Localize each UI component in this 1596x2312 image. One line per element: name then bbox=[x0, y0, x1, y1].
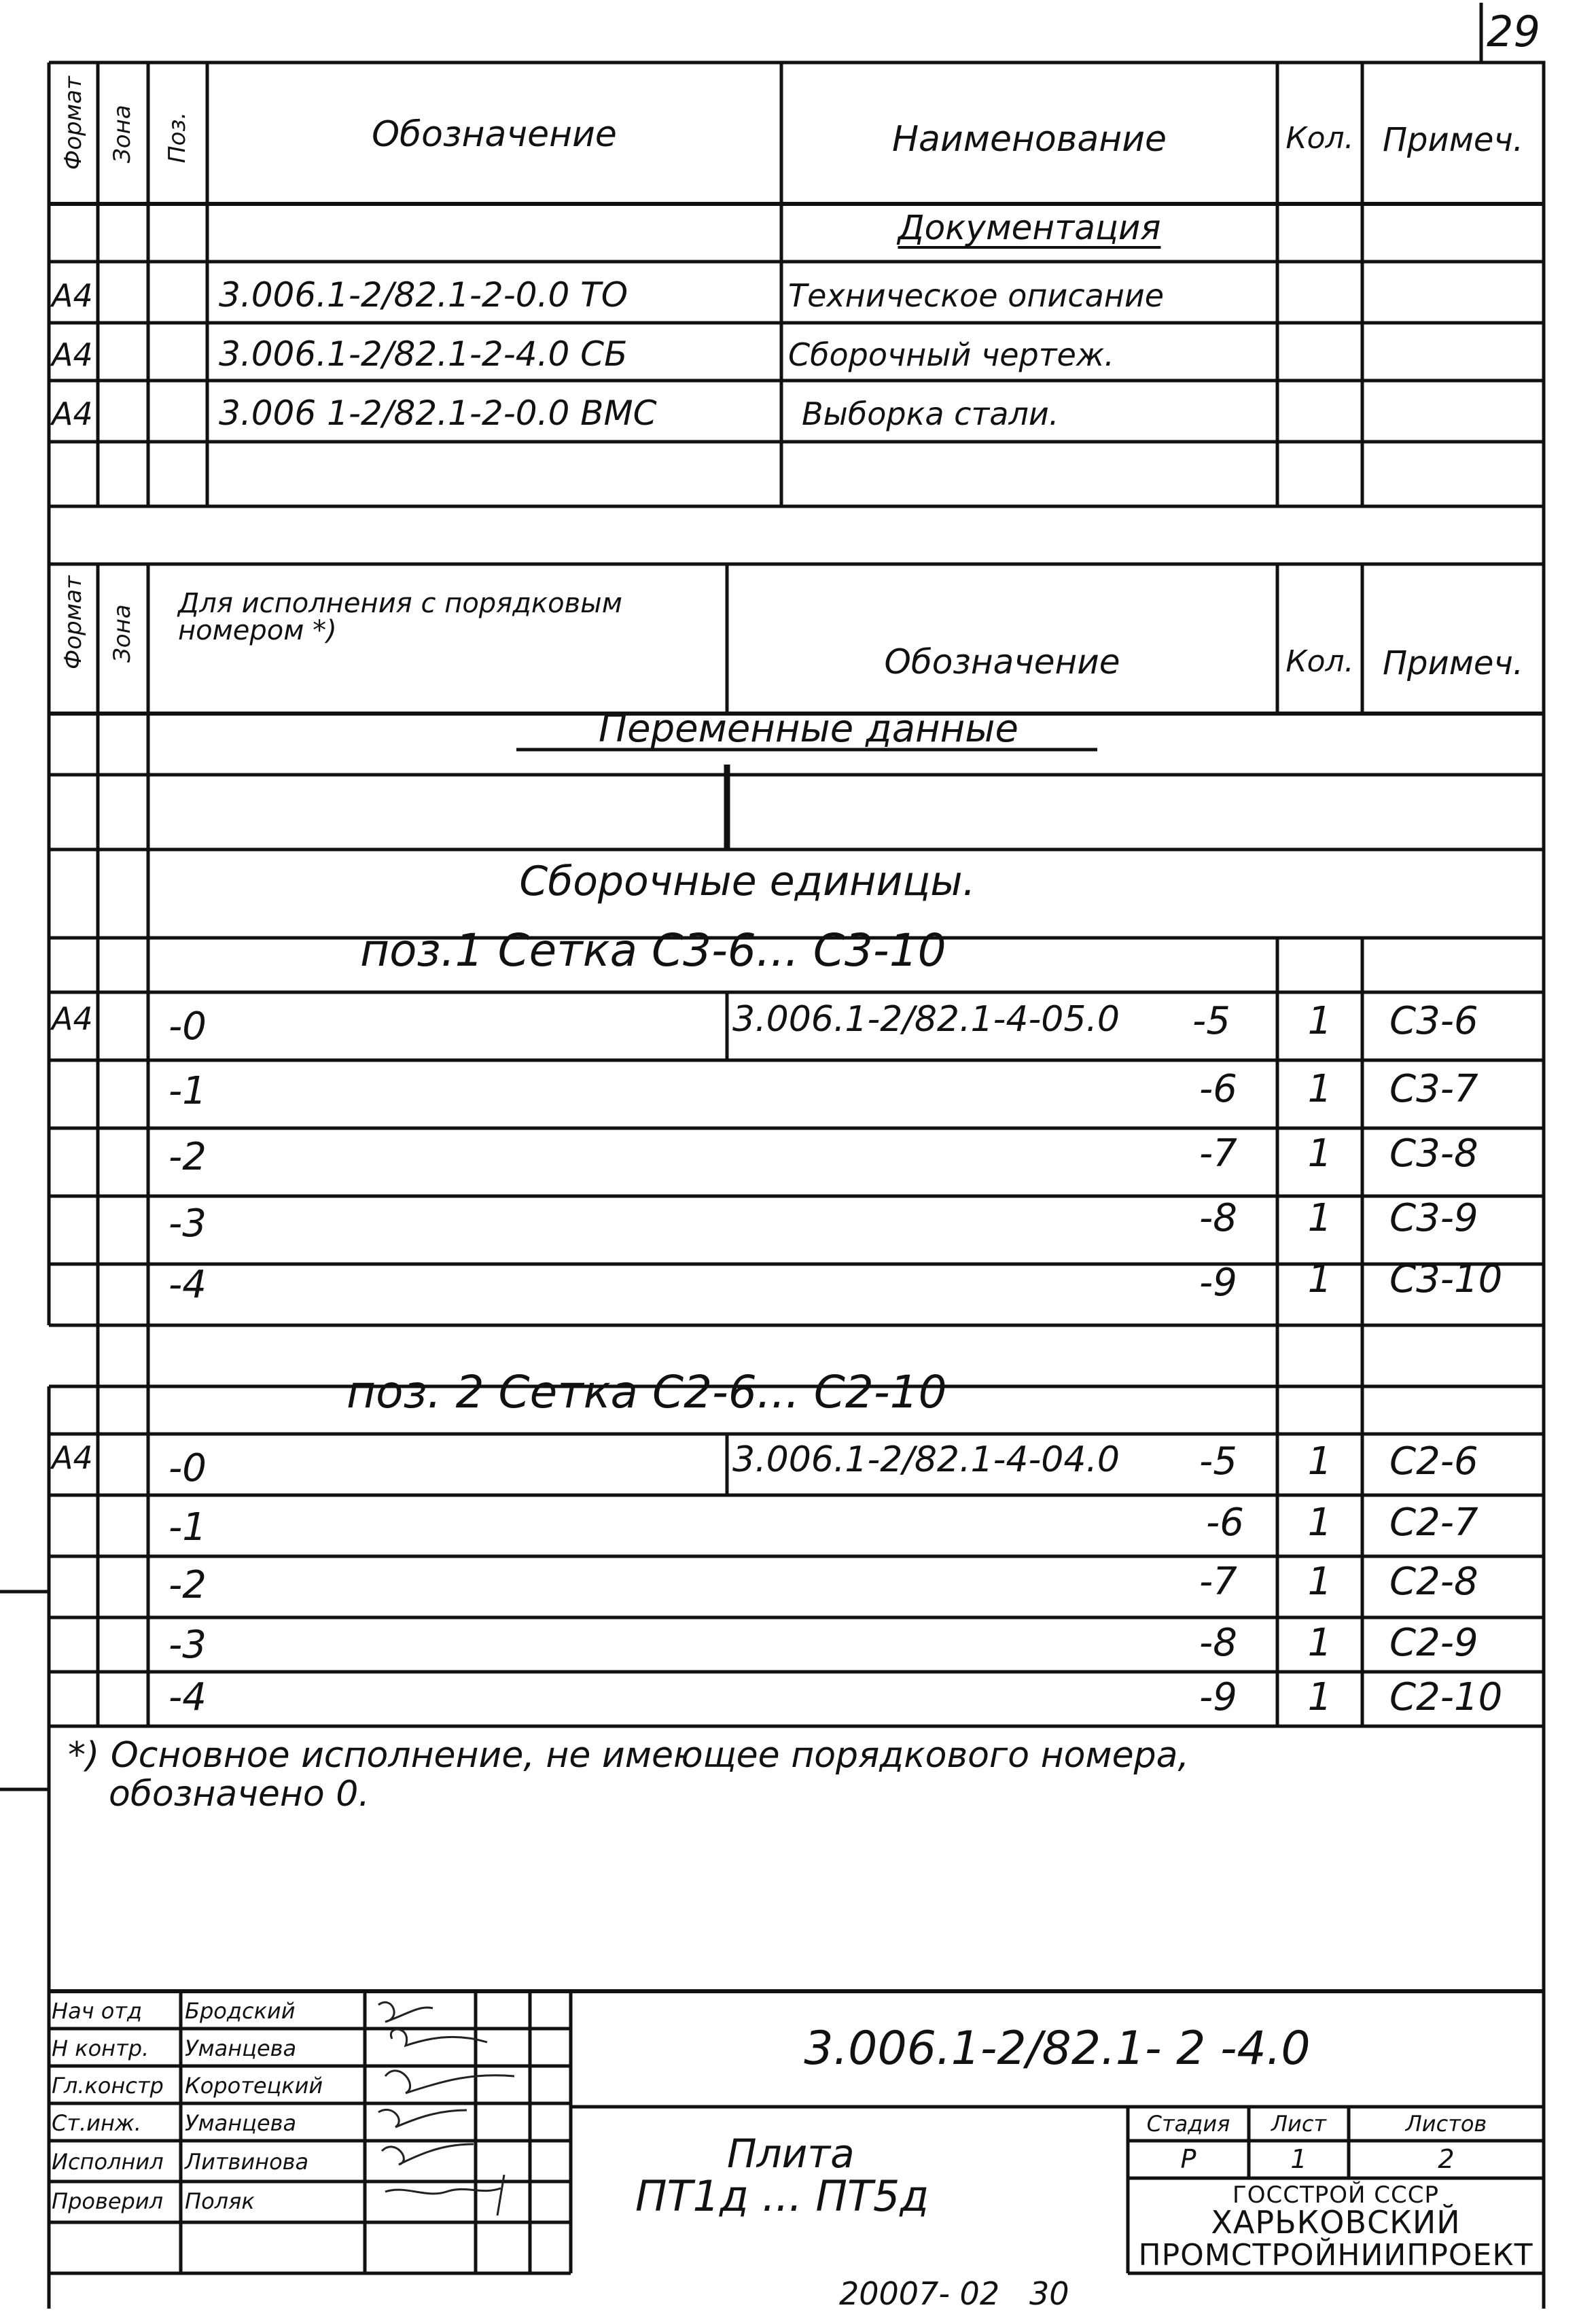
group-2-designation: 3.006.1-2/82.1-4-04.0 bbox=[732, 1439, 1120, 1480]
g1-row-1-suffix: -5 bbox=[1192, 999, 1230, 1043]
doc-code: 3.006.1-2/82.1- 2 -4.0 bbox=[804, 2022, 1311, 2075]
g1-row-1-exec: -0 bbox=[169, 1004, 207, 1049]
product-name-1: Плита bbox=[727, 2131, 855, 2177]
variants-header-format: Формат bbox=[60, 576, 87, 669]
g1-row-4-exec: -3 bbox=[169, 1202, 207, 1246]
g2-row-5-note: С2-10 bbox=[1389, 1675, 1503, 1719]
g2-row-4-note: С2-9 bbox=[1389, 1621, 1478, 1665]
header-name: Наименование bbox=[891, 119, 1167, 160]
g2-row-4-exec: -3 bbox=[169, 1623, 207, 1667]
header-pos: Поз. bbox=[164, 111, 191, 163]
doc-row-2-format: А4 bbox=[52, 336, 93, 373]
signer-3-name: Коротецкий bbox=[185, 2073, 323, 2099]
variants-header-qty: Кол. bbox=[1285, 644, 1354, 679]
group-2-title: поз. 2 Сетка С2-6... С2-10 bbox=[347, 1366, 947, 1418]
g1-row-2-note: С3-7 bbox=[1389, 1067, 1478, 1111]
g1-row-3-suffix: -7 bbox=[1199, 1132, 1237, 1176]
variants-header-zone: Зона bbox=[109, 604, 136, 663]
g1-row-1-note: С3-6 bbox=[1389, 999, 1478, 1043]
variable-data-title: Переменные данные bbox=[599, 707, 1018, 751]
signer-2-name: Уманцева bbox=[185, 2035, 297, 2061]
bottom-code: 20007- 02 30 bbox=[839, 2275, 1069, 2312]
signer-1-name: Бродский bbox=[185, 1998, 296, 2024]
doc-row-3-format: А4 bbox=[52, 396, 93, 432]
doc-row-1-designation: 3.006.1-2/82.1-2-0.0 ТО bbox=[219, 275, 628, 315]
header-zone: Зона bbox=[109, 105, 136, 163]
header-note: Примеч. bbox=[1382, 121, 1524, 159]
g2-row-3-note: С2-8 bbox=[1389, 1560, 1478, 1604]
g2-row-1-note: С2-6 bbox=[1389, 1439, 1478, 1484]
org-line-3: ПРОМСТРОЙНИИПРОЕКТ bbox=[1138, 2238, 1533, 2273]
g1-row-5-exec: -4 bbox=[169, 1263, 207, 1307]
sheet-label: Лист bbox=[1271, 2111, 1327, 2137]
g2-row-1-exec: -0 bbox=[169, 1446, 207, 1490]
footnote-line-2: обозначено 0. bbox=[109, 1774, 370, 1815]
signer-6-name: Поляк bbox=[185, 2188, 255, 2214]
g1-row-2-suffix: -6 bbox=[1199, 1067, 1237, 1111]
g2-row-4-suffix: -8 bbox=[1199, 1621, 1237, 1665]
group-1-title: поз.1 Сетка С3-6... С3-10 bbox=[360, 924, 946, 977]
g2-row-3-exec: -2 bbox=[169, 1563, 207, 1607]
signer-6-role: Проверил bbox=[52, 2188, 164, 2214]
g1-row-5-note: С3-10 bbox=[1389, 1257, 1503, 1301]
g2-row-2-exec: -1 bbox=[169, 1505, 207, 1549]
page-number: 29 bbox=[1487, 7, 1540, 56]
header-qty: Кол. bbox=[1285, 121, 1354, 156]
g1-row-2-exec: -1 bbox=[169, 1069, 207, 1113]
doc-row-2-name: Сборочный чертеж. bbox=[788, 336, 1114, 373]
doc-row-3-name: Выборка стали. bbox=[802, 396, 1059, 432]
doc-row-1-format: А4 bbox=[52, 277, 93, 314]
g1-row-3-exec: -2 bbox=[169, 1135, 207, 1179]
g1-row-5-suffix: -9 bbox=[1199, 1261, 1237, 1305]
group-1-designation: 3.006.1-2/82.1-4-05.0 bbox=[732, 999, 1120, 1040]
group-1-format: А4 bbox=[52, 1000, 93, 1037]
signer-2-role: Н контр. bbox=[52, 2035, 149, 2061]
org-line-2: ХАРЬКОВСКИЙ bbox=[1211, 2204, 1461, 2241]
variants-header-execution: Для исполнения с порядковым номером *) bbox=[178, 588, 622, 646]
g2-row-2-note: С2-7 bbox=[1389, 1501, 1478, 1545]
sheets-value: 2 bbox=[1438, 2144, 1455, 2174]
group-2-format: А4 bbox=[52, 1439, 93, 1476]
g2-row-3-suffix: -7 bbox=[1199, 1560, 1237, 1604]
header-designation: Обозначение bbox=[372, 114, 617, 155]
g1-row-2-qty: 1 bbox=[1307, 1067, 1332, 1111]
stage-label: Стадия bbox=[1146, 2111, 1230, 2137]
org-line-1: ГОССТРОЙ СССР bbox=[1233, 2182, 1439, 2209]
g2-row-1-suffix: -5 bbox=[1199, 1439, 1237, 1484]
doc-row-1-name: Техническое описание bbox=[788, 277, 1165, 314]
stage-value: Р bbox=[1180, 2144, 1196, 2174]
documentation-title: Документация bbox=[898, 208, 1161, 247]
g2-row-5-exec: -4 bbox=[169, 1675, 207, 1719]
doc-row-3-designation: 3.006 1-2/82.1-2-0.0 ВМС bbox=[219, 393, 657, 433]
g1-row-3-qty: 1 bbox=[1307, 1132, 1332, 1176]
g2-row-3-qty: 1 bbox=[1307, 1560, 1332, 1604]
variants-header-designation: Обозначение bbox=[884, 642, 1120, 682]
signer-5-role: Исполнил bbox=[52, 2149, 164, 2175]
doc-row-2-designation: 3.006.1-2/82.1-2-4.0 СБ bbox=[219, 334, 628, 374]
sheet-value: 1 bbox=[1290, 2144, 1307, 2174]
signer-1-role: Нач отд bbox=[52, 1998, 143, 2024]
g1-row-4-suffix: -8 bbox=[1199, 1196, 1237, 1240]
g2-row-5-suffix: -9 bbox=[1199, 1675, 1237, 1719]
signer-4-role: Ст.инж. bbox=[52, 2110, 141, 2136]
g2-row-1-qty: 1 bbox=[1307, 1439, 1332, 1484]
product-name-2: ПТ1д ... ПТ5д bbox=[635, 2171, 929, 2221]
header-format: Формат bbox=[60, 76, 87, 170]
g2-row-5-qty: 1 bbox=[1307, 1675, 1332, 1719]
variants-header-note: Примеч. bbox=[1382, 644, 1524, 682]
g2-row-4-qty: 1 bbox=[1307, 1621, 1332, 1665]
g1-row-4-qty: 1 bbox=[1307, 1196, 1332, 1240]
g1-row-1-qty: 1 bbox=[1307, 999, 1332, 1043]
signatures bbox=[365, 1991, 535, 2222]
sheets-label: Листов bbox=[1405, 2111, 1487, 2137]
g1-row-3-note: С3-8 bbox=[1389, 1132, 1478, 1176]
g1-row-4-note: С3-9 bbox=[1389, 1196, 1478, 1240]
footnote-line-1: *) Основное исполнение, не имеющее порядкового номера, bbox=[68, 1735, 1190, 1776]
g2-row-2-suffix: -6 bbox=[1206, 1501, 1244, 1545]
signer-4-name: Уманцева bbox=[185, 2110, 297, 2136]
signer-3-role: Гл.констр bbox=[52, 2073, 164, 2099]
g1-row-5-qty: 1 bbox=[1307, 1257, 1332, 1301]
g2-row-2-qty: 1 bbox=[1307, 1501, 1332, 1545]
assembly-units-title: Сборочные единицы. bbox=[519, 858, 976, 905]
signer-5-name: Литвинова bbox=[185, 2149, 309, 2175]
